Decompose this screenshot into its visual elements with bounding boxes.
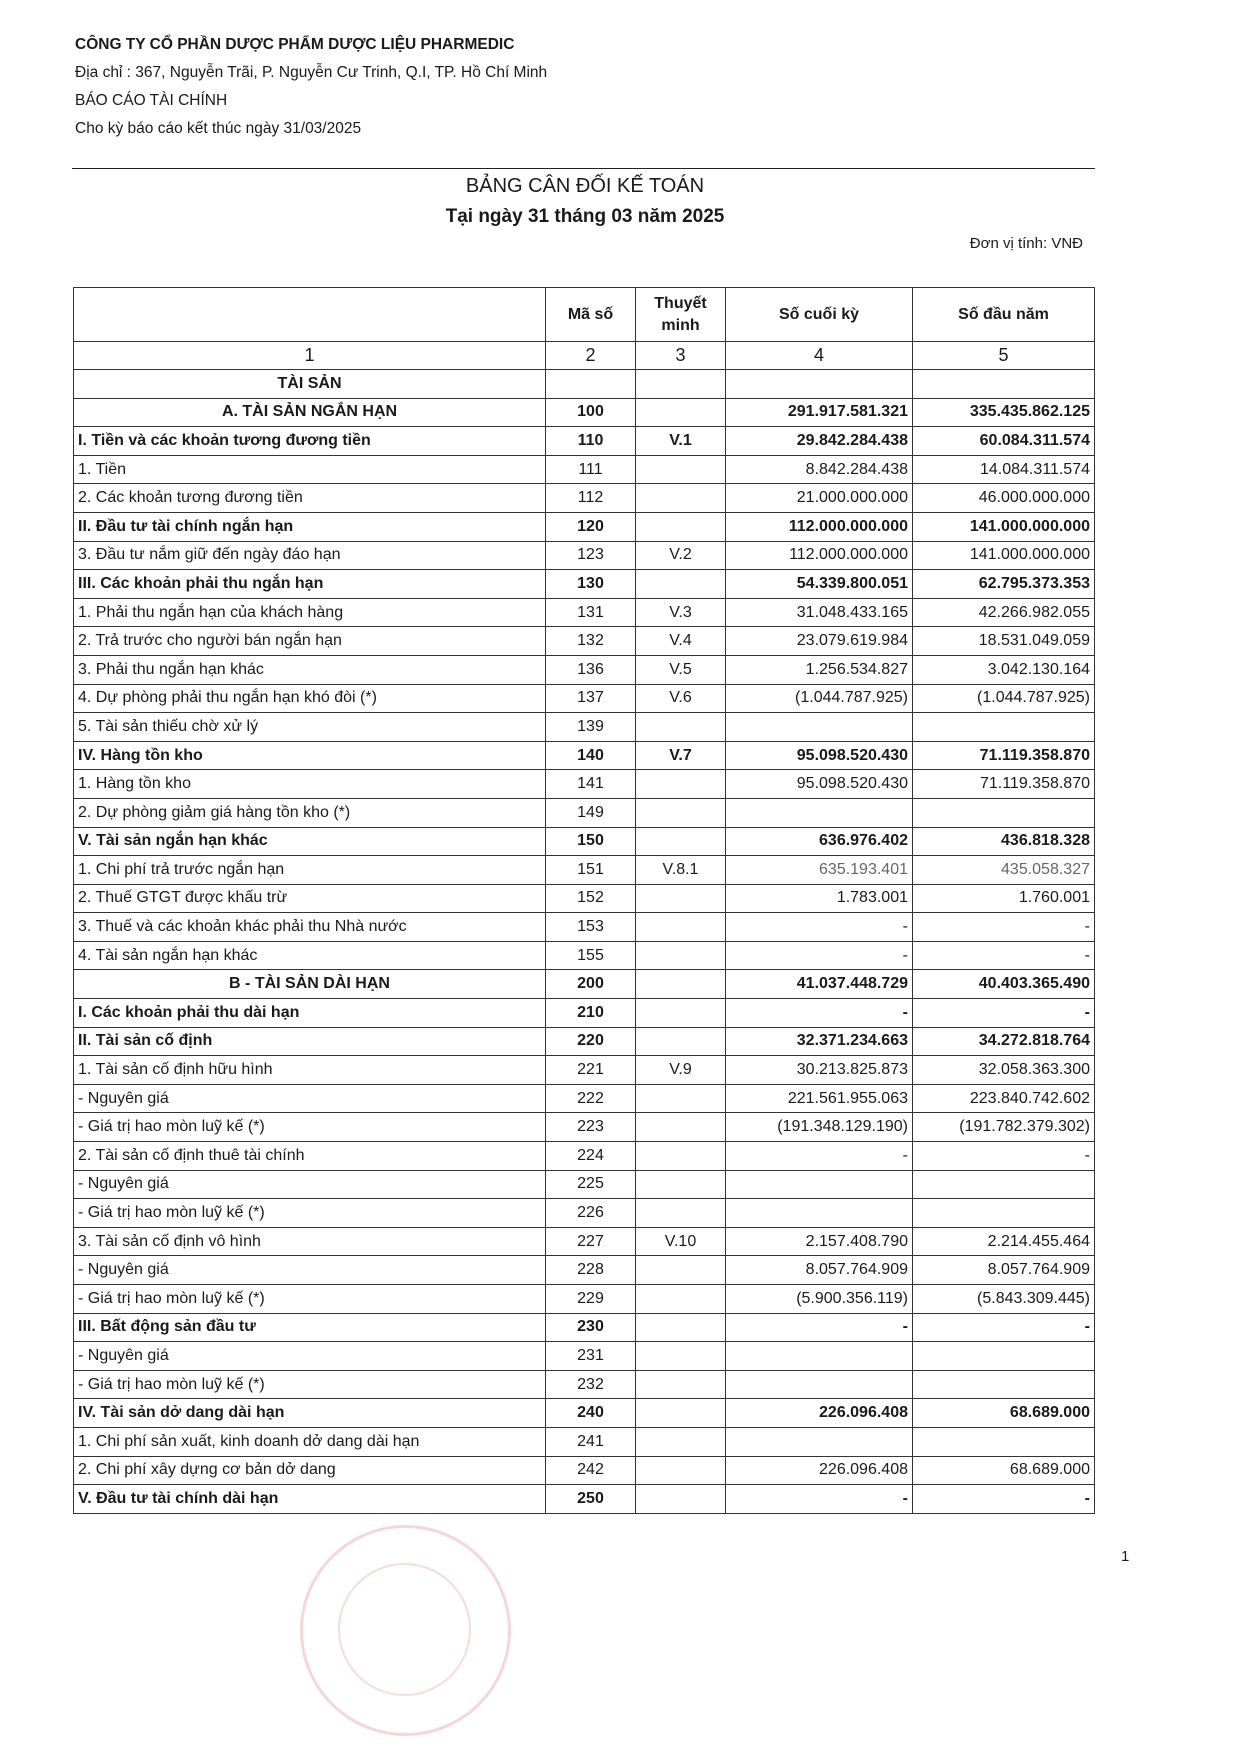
- row-end-value: (1.044.787.925): [726, 684, 913, 713]
- table-row: [74, 541, 1095, 570]
- row-end-value: 95.098.520.430: [726, 741, 913, 770]
- table-row: [74, 1227, 1095, 1256]
- row-label: IV. Tài sản dở dang dài hạn: [74, 1399, 546, 1428]
- table-row: [74, 398, 1095, 427]
- row-note: V.5: [636, 655, 726, 684]
- row-label: 2. Trả trước cho người bán ngắn hạn: [74, 627, 546, 656]
- row-start-value: 141.000.000.000: [913, 541, 1095, 570]
- row-label: A. TÀI SẢN NGẮN HẠN: [74, 398, 546, 427]
- row-note: [636, 1399, 726, 1428]
- row-label: 1. Chi phí sản xuất, kinh doanh dở dang dài hạn: [74, 1427, 546, 1456]
- row-code: 221: [546, 1056, 636, 1085]
- row-code: 151: [546, 856, 636, 885]
- row-label: - Giá trị hao mòn luỹ kế (*): [74, 1370, 546, 1399]
- row-code: 225: [546, 1170, 636, 1199]
- row-end-value: 32.371.234.663: [726, 1027, 913, 1056]
- row-end-value: [726, 1370, 913, 1399]
- table-row: [74, 798, 1095, 827]
- row-end-value: 30.213.825.873: [726, 1056, 913, 1085]
- row-start-value: 68.689.000: [913, 1456, 1095, 1485]
- row-end-value: [726, 1342, 913, 1371]
- row-label: III. Các khoản phải thu ngắn hạn: [74, 570, 546, 599]
- row-end-value: -: [726, 1313, 913, 1342]
- row-code: 200: [546, 970, 636, 999]
- row-label: 1. Chi phí trả trước ngắn hạn: [74, 856, 546, 885]
- table-row: [74, 484, 1095, 513]
- row-note: V.1: [636, 427, 726, 456]
- row-end-value: 41.037.448.729: [726, 970, 913, 999]
- table-row: [74, 1056, 1095, 1085]
- row-start-value: 2.214.455.464: [913, 1227, 1095, 1256]
- row-label: 3. Phải thu ngắn hạn khác: [74, 655, 546, 684]
- row-end-value: 54.339.800.051: [726, 570, 913, 599]
- row-code: 250: [546, 1485, 636, 1514]
- row-end-value: (191.348.129.190): [726, 1113, 913, 1142]
- col-number: 3: [636, 342, 726, 370]
- row-code: 120: [546, 512, 636, 541]
- row-start-value: 42.266.982.055: [913, 598, 1095, 627]
- row-note: [636, 999, 726, 1028]
- row-end-value: -: [726, 999, 913, 1028]
- row-code: 220: [546, 1027, 636, 1056]
- row-label: V. Đầu tư tài chính dài hạn: [74, 1485, 546, 1514]
- row-label: I. Tiền và các khoản tương đương tiền: [74, 427, 546, 456]
- row-code: 152: [546, 884, 636, 913]
- row-label: 1. Tài sản cố định hữu hình: [74, 1056, 546, 1085]
- row-code: 130: [546, 570, 636, 599]
- currency-unit: Đơn vị tính: VNĐ: [969, 235, 1083, 252]
- row-start-value: 436.818.328: [913, 827, 1095, 856]
- row-start-value: 223.840.742.602: [913, 1084, 1095, 1113]
- table-header-row: [74, 288, 1095, 342]
- row-label: 3. Đầu tư nắm giữ đến ngày đáo hạn: [74, 541, 546, 570]
- row-start-value: [913, 370, 1095, 399]
- row-note: V.10: [636, 1227, 726, 1256]
- row-label: 4. Dự phòng phải thu ngắn hạn khó đòi (*): [74, 684, 546, 713]
- row-end-value: (5.900.356.119): [726, 1285, 913, 1314]
- row-note: V.9: [636, 1056, 726, 1085]
- row-end-value: 29.842.284.438: [726, 427, 913, 456]
- table-row: [74, 1485, 1095, 1514]
- row-note: [636, 370, 726, 399]
- row-note: [636, 570, 726, 599]
- row-note: [636, 1256, 726, 1285]
- table-row: [74, 1142, 1095, 1171]
- row-end-value: 8.057.764.909: [726, 1256, 913, 1285]
- row-label: - Giá trị hao mòn luỹ kế (*): [74, 1285, 546, 1314]
- table-row: [74, 913, 1095, 942]
- table-row: [74, 827, 1095, 856]
- row-label: 1. Tiền: [74, 455, 546, 484]
- row-start-value: (1.044.787.925): [913, 684, 1095, 713]
- row-label: II. Tài sản cố định: [74, 1027, 546, 1056]
- row-note: V.7: [636, 741, 726, 770]
- row-start-value: 335.435.862.125: [913, 398, 1095, 427]
- row-end-value: 226.096.408: [726, 1399, 913, 1428]
- row-label: 2. Tài sản cố định thuê tài chính: [74, 1142, 546, 1171]
- row-end-value: [726, 1170, 913, 1199]
- row-label: 2. Chi phí xây dựng cơ bản dở dang: [74, 1456, 546, 1485]
- row-end-value: 635.193.401: [726, 856, 913, 885]
- row-start-value: 46.000.000.000: [913, 484, 1095, 513]
- row-code: 231: [546, 1342, 636, 1371]
- table-row: [74, 884, 1095, 913]
- row-end-value: [726, 370, 913, 399]
- row-end-value: -: [726, 1485, 913, 1514]
- col-number: 1: [74, 342, 546, 370]
- row-label: - Nguyên giá: [74, 1170, 546, 1199]
- row-code: 241: [546, 1427, 636, 1456]
- company-name: CÔNG TY CỔ PHẦN DƯỢC PHẨM DƯỢC LIỆU PHARMEDIC: [75, 36, 515, 53]
- table-row: [74, 455, 1095, 484]
- row-note: [636, 1142, 726, 1171]
- col-header-item: [74, 288, 546, 342]
- row-code: 136: [546, 655, 636, 684]
- row-label: B - TÀI SẢN DÀI HẠN: [74, 970, 546, 999]
- row-code: 100: [546, 398, 636, 427]
- row-start-value: (5.843.309.445): [913, 1285, 1095, 1314]
- row-code: 227: [546, 1227, 636, 1256]
- row-end-value: 1.256.534.827: [726, 655, 913, 684]
- row-start-value: [913, 1342, 1095, 1371]
- table-row: [74, 1256, 1095, 1285]
- table-row: [74, 1170, 1095, 1199]
- table-row: [74, 1370, 1095, 1399]
- row-code: 240: [546, 1399, 636, 1428]
- row-start-value: [913, 1370, 1095, 1399]
- report-type: BÁO CÁO TÀI CHÍNH: [75, 92, 228, 109]
- row-start-value: [913, 798, 1095, 827]
- row-start-value: 71.119.358.870: [913, 770, 1095, 799]
- row-end-value: 31.048.433.165: [726, 598, 913, 627]
- row-label: - Giá trị hao mòn luỹ kế (*): [74, 1113, 546, 1142]
- row-end-value: [726, 1427, 913, 1456]
- row-label: - Nguyên giá: [74, 1084, 546, 1113]
- row-note: V.4: [636, 627, 726, 656]
- table-row: [74, 655, 1095, 684]
- table-row: [74, 1113, 1095, 1142]
- col-header-end-period: Số cuối kỳ: [726, 288, 913, 342]
- row-note: V.2: [636, 541, 726, 570]
- row-end-value: [726, 1199, 913, 1228]
- row-start-value: 3.042.130.164: [913, 655, 1095, 684]
- row-end-value: [726, 798, 913, 827]
- row-note: [636, 455, 726, 484]
- row-note: [636, 1084, 726, 1113]
- row-end-value: 95.098.520.430: [726, 770, 913, 799]
- row-label: 3. Thuế và các khoản khác phải thu Nhà nước: [74, 913, 546, 942]
- row-note: [636, 1456, 726, 1485]
- row-start-value: 435.058.327: [913, 856, 1095, 885]
- row-code: 131: [546, 598, 636, 627]
- table-row: [74, 970, 1095, 999]
- table-row: [74, 570, 1095, 599]
- row-end-value: 112.000.000.000: [726, 541, 913, 570]
- table-row: [74, 1456, 1095, 1485]
- row-label: 3. Tài sản cố định vô hình: [74, 1227, 546, 1256]
- row-label: - Nguyên giá: [74, 1342, 546, 1371]
- row-label: IV. Hàng tồn kho: [74, 741, 546, 770]
- row-code: 242: [546, 1456, 636, 1485]
- table-row: [74, 1285, 1095, 1314]
- page-number: 1: [1121, 1548, 1130, 1565]
- row-code: 222: [546, 1084, 636, 1113]
- row-note: [636, 512, 726, 541]
- col-number: 2: [546, 342, 636, 370]
- table-row: [74, 1313, 1095, 1342]
- row-note: V.8.1: [636, 856, 726, 885]
- row-note: [636, 398, 726, 427]
- row-end-value: 23.079.619.984: [726, 627, 913, 656]
- row-note: [636, 1427, 726, 1456]
- row-label: - Giá trị hao mòn luỹ kế (*): [74, 1199, 546, 1228]
- table-row: [74, 1342, 1095, 1371]
- table-row: [74, 627, 1095, 656]
- row-end-value: 291.917.581.321: [726, 398, 913, 427]
- row-label: 5. Tài sản thiếu chờ xử lý: [74, 713, 546, 742]
- row-code: 150: [546, 827, 636, 856]
- row-start-value: -: [913, 1142, 1095, 1171]
- document-subtitle: Tại ngày 31 tháng 03 năm 2025: [445, 206, 725, 227]
- row-code: 230: [546, 1313, 636, 1342]
- table-row: [74, 770, 1095, 799]
- row-note: [636, 798, 726, 827]
- row-label: 2. Thuế GTGT được khấu trừ: [74, 884, 546, 913]
- row-label: V. Tài sản ngắn hạn khác: [74, 827, 546, 856]
- col-header-code: Mã số: [546, 288, 636, 342]
- row-start-value: 8.057.764.909: [913, 1256, 1095, 1285]
- balance-sheet-table: [73, 287, 1095, 1514]
- row-start-value: 34.272.818.764: [913, 1027, 1095, 1056]
- row-start-value: 68.689.000: [913, 1399, 1095, 1428]
- table-row: [74, 1084, 1095, 1113]
- document-title: BẢNG CÂN ĐỐI KẾ TOÁN: [465, 175, 705, 197]
- table-row: [74, 941, 1095, 970]
- row-note: V.6: [636, 684, 726, 713]
- row-end-value: 221.561.955.063: [726, 1084, 913, 1113]
- table-row: [74, 713, 1095, 742]
- col-number: 5: [913, 342, 1095, 370]
- row-label: 2. Dự phòng giảm giá hàng tồn kho (*): [74, 798, 546, 827]
- row-end-value: [726, 713, 913, 742]
- row-code: 149: [546, 798, 636, 827]
- row-note: [636, 1370, 726, 1399]
- row-start-value: -: [913, 1485, 1095, 1514]
- col-header-note: Thuyết minh: [636, 288, 726, 342]
- row-code: [546, 370, 636, 399]
- row-end-value: 21.000.000.000: [726, 484, 913, 513]
- row-code: 140: [546, 741, 636, 770]
- row-code: 155: [546, 941, 636, 970]
- row-start-value: -: [913, 913, 1095, 942]
- row-start-value: 71.119.358.870: [913, 741, 1095, 770]
- col-header-start-year: Số đầu năm: [913, 288, 1095, 342]
- row-label: 4. Tài sản ngắn hạn khác: [74, 941, 546, 970]
- row-note: V.3: [636, 598, 726, 627]
- row-note: [636, 1170, 726, 1199]
- header-divider: [72, 168, 1095, 169]
- row-label: 1. Phải thu ngắn hạn của khách hàng: [74, 598, 546, 627]
- table-row: [74, 512, 1095, 541]
- row-start-value: -: [913, 941, 1095, 970]
- table-row: [74, 1427, 1095, 1456]
- row-note: [636, 713, 726, 742]
- row-start-value: [913, 1199, 1095, 1228]
- report-period: Cho kỳ báo cáo kết thúc ngày 31/03/2025: [75, 120, 362, 137]
- row-note: [636, 1485, 726, 1514]
- table-row: [74, 1399, 1095, 1428]
- col-number: 4: [726, 342, 913, 370]
- row-note: [636, 484, 726, 513]
- company-seal-stamp: [300, 1525, 511, 1736]
- row-note: [636, 770, 726, 799]
- row-code: 112: [546, 484, 636, 513]
- row-label: 1. Hàng tồn kho: [74, 770, 546, 799]
- row-code: 210: [546, 999, 636, 1028]
- row-end-value: -: [726, 1142, 913, 1171]
- row-start-value: 40.403.365.490: [913, 970, 1095, 999]
- row-note: [636, 1199, 726, 1228]
- table-row: [74, 741, 1095, 770]
- row-start-value: -: [913, 999, 1095, 1028]
- row-code: 111: [546, 455, 636, 484]
- row-note: [636, 1113, 726, 1142]
- row-note: [636, 913, 726, 942]
- row-note: [636, 1313, 726, 1342]
- row-code: 110: [546, 427, 636, 456]
- row-note: [636, 1285, 726, 1314]
- row-code: 228: [546, 1256, 636, 1285]
- row-start-value: 141.000.000.000: [913, 512, 1095, 541]
- row-code: 139: [546, 713, 636, 742]
- row-code: 224: [546, 1142, 636, 1171]
- row-end-value: -: [726, 913, 913, 942]
- row-start-value: 14.084.311.574: [913, 455, 1095, 484]
- row-code: 226: [546, 1199, 636, 1228]
- row-end-value: 2.157.408.790: [726, 1227, 913, 1256]
- table-row: [74, 856, 1095, 885]
- company-address: Địa chỉ : 367, Nguyễn Trãi, P. Nguyễn Cư Trinh, Q.I, TP. Hồ Chí Minh: [75, 64, 548, 81]
- row-code: 137: [546, 684, 636, 713]
- row-code: 141: [546, 770, 636, 799]
- row-end-value: 112.000.000.000: [726, 512, 913, 541]
- row-code: 123: [546, 541, 636, 570]
- table-row: [74, 1027, 1095, 1056]
- table-row: [74, 684, 1095, 713]
- row-start-value: -: [913, 1313, 1095, 1342]
- row-end-value: 226.096.408: [726, 1456, 913, 1485]
- column-number-row: [74, 342, 1095, 370]
- row-end-value: -: [726, 941, 913, 970]
- row-end-value: 636.976.402: [726, 827, 913, 856]
- row-code: 132: [546, 627, 636, 656]
- row-code: 153: [546, 913, 636, 942]
- table-row: [74, 1199, 1095, 1228]
- row-code: 232: [546, 1370, 636, 1399]
- table-row: [74, 598, 1095, 627]
- row-start-value: 62.795.373.353: [913, 570, 1095, 599]
- row-start-value: 32.058.363.300: [913, 1056, 1095, 1085]
- row-label: III. Bất động sản đầu tư: [74, 1313, 546, 1342]
- row-note: [636, 1027, 726, 1056]
- row-code: 223: [546, 1113, 636, 1142]
- row-start-value: 18.531.049.059: [913, 627, 1095, 656]
- row-end-value: 1.783.001: [726, 884, 913, 913]
- row-code: 229: [546, 1285, 636, 1314]
- table-row: [74, 427, 1095, 456]
- row-note: [636, 884, 726, 913]
- table-row: [74, 999, 1095, 1028]
- table-row: [74, 370, 1095, 399]
- row-label: - Nguyên giá: [74, 1256, 546, 1285]
- row-note: [636, 1342, 726, 1371]
- row-start-value: 1.760.001: [913, 884, 1095, 913]
- row-note: [636, 970, 726, 999]
- row-start-value: [913, 1427, 1095, 1456]
- row-start-value: [913, 713, 1095, 742]
- row-start-value: (191.782.379.302): [913, 1113, 1095, 1142]
- row-label: TÀI SẢN: [74, 370, 546, 399]
- row-start-value: 60.084.311.574: [913, 427, 1095, 456]
- row-label: 2. Các khoản tương đương tiền: [74, 484, 546, 513]
- row-label: I. Các khoản phải thu dài hạn: [74, 999, 546, 1028]
- row-note: [636, 941, 726, 970]
- row-end-value: 8.842.284.438: [726, 455, 913, 484]
- row-start-value: [913, 1170, 1095, 1199]
- row-label: II. Đầu tư tài chính ngắn hạn: [74, 512, 546, 541]
- row-note: [636, 827, 726, 856]
